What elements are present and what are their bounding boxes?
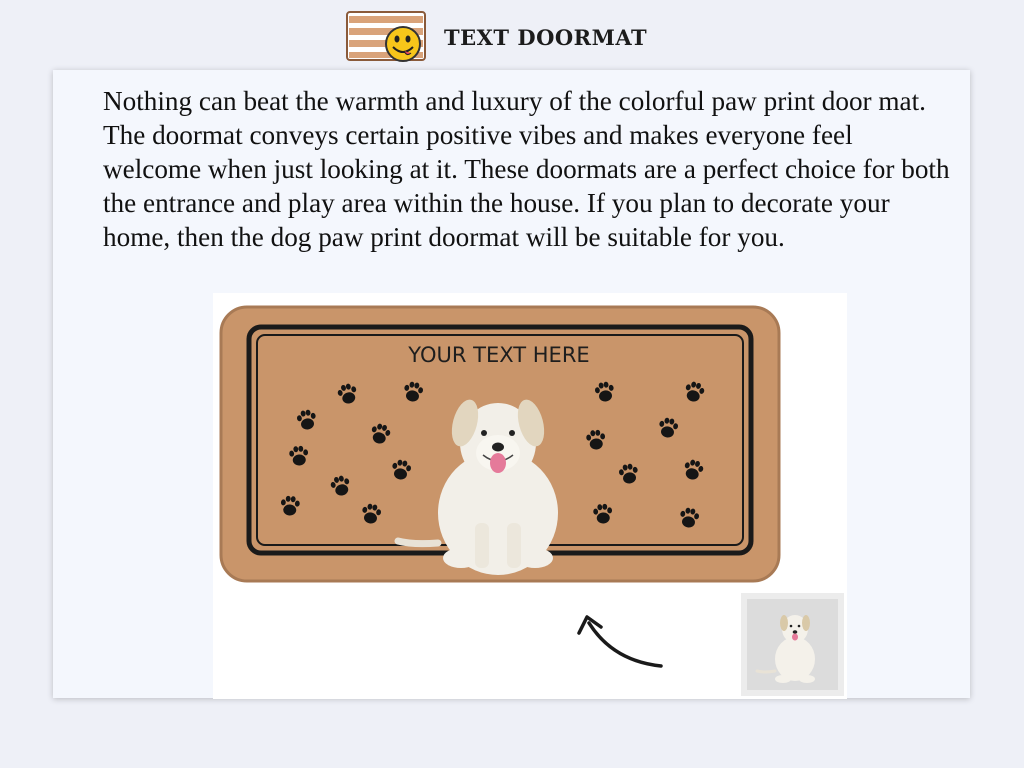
content-card <box>53 70 970 698</box>
smiley-doormat-logo-icon[interactable] <box>346 11 426 63</box>
brand-name[interactable]: TEXT DOORMAT <box>444 24 648 50</box>
description-paragraph: Nothing can beat the warmth and luxury of the colorful paw print door mat. The doormat conveys certain positive vibes and makes everyone feel welcome when just looking at it. These doormats are a perfect choice for both the entrance and play area within the house. If you plan to decorate your home, then the dog paw print doormat will be suitable for you. <box>103 86 950 252</box>
mat-text: YOUR TEXT HERE <box>408 343 590 367</box>
curved-arrow-icon <box>573 611 673 671</box>
product-image <box>213 293 847 699</box>
site-header <box>346 11 647 63</box>
dog-photo-thumbnail[interactable] <box>741 593 844 696</box>
